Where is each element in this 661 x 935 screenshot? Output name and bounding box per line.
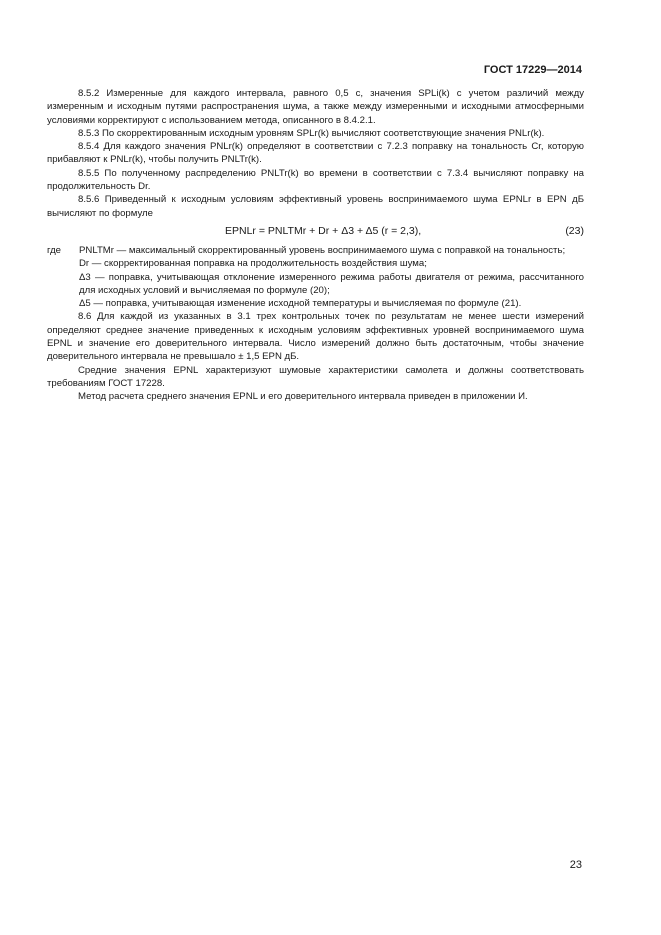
definition-row: [47, 244, 584, 257]
paragraph-8-5-4: 8.5.4 Для каждого значения PNLr(k) определяют в соответствии с 7.2.3 поправку на тональность Cr, которую прибавляют к PNLr(k), чтобы получить PNLTr(k).: [47, 141, 584, 166]
document-header: ГОСТ 17229—2014: [483, 64, 582, 76]
formula-expression: EPNLr = PNLTMr + Dr + Δ3 + Δ5 (r = 2,3),: [225, 224, 422, 237]
paragraph-method: Метод расчета среднего значения EPNL и его доверительного интервала приведен в приложении И.: [78, 391, 528, 403]
page-number: 23: [569, 859, 582, 871]
document-body: [47, 87, 584, 404]
paragraph-8-5-3: 8.5.3 По скорректированным исходным уровням SPLr(k) вычисляют соответствующие значения PNLr(k).: [78, 127, 545, 139]
paragraph-8-5-2: 8.5.2 Измеренные для каждого интервала, равного 0,5 с, значения SPLi(k) с учетом различий между измеренным и исходным путями распространения шума, а также между измеренными и исходными атмосферными условиями корректируют с использованием метода, описанного в 8.4.2.1.: [47, 88, 584, 126]
definition-delta3: Δ3 — поправка, учитывающая отклонение измеренного режима работы двигателя от режима, рассчитанного для исходных условий и вычисляемая по формуле (20);: [79, 271, 584, 296]
paragraph-average-values: Средние значения EPNL характеризуют шумовые характеристики самолета и должны соответствовать требованиям ГОСТ 17228.: [47, 364, 584, 389]
where-label: где: [47, 244, 62, 256]
definition-pnltm: PNLTMr — максимальный скорректированный уровень воспринимаемого шума с поправкой на тональность;: [79, 244, 566, 256]
definition-dr: Dr — скорректированная поправка на продолжительность воздействия шума;: [79, 258, 427, 270]
definition-delta5: Δ5 — поправка, учитывающая изменение исходной температуры и вычисляемая по формуле (21).: [79, 298, 522, 310]
formula-number: (23): [565, 224, 584, 237]
paragraph-8-5-6: 8.5.6 Приведенный к исходным условиям эффективный уровень воспринимаемого шума EPNLr в EPN дБ вычисляют по формуле: [47, 194, 584, 219]
paragraph-8-5-5: 8.5.5 По полученному распределению PNLTr(k) во времени в соответствии с 7.3.4 вычисляют поправку на продолжительность Dr.: [47, 167, 584, 193]
definitions-list: [47, 244, 584, 310]
paragraph-8-6: 8.6 Для каждой из указанных в 3.1 трех контрольных точек по результатам не менее шести измерений определяют среднее значение приведенных к исходным условиям эффективных уровней воспринимаемого шума EPNL и значение его доверительного интервала. Число измерений должно быть достаточным, чтобы значение доверительного интервала не превышало ± 1,5 EPN дБ.: [47, 311, 584, 363]
formula-23: [47, 222, 584, 242]
